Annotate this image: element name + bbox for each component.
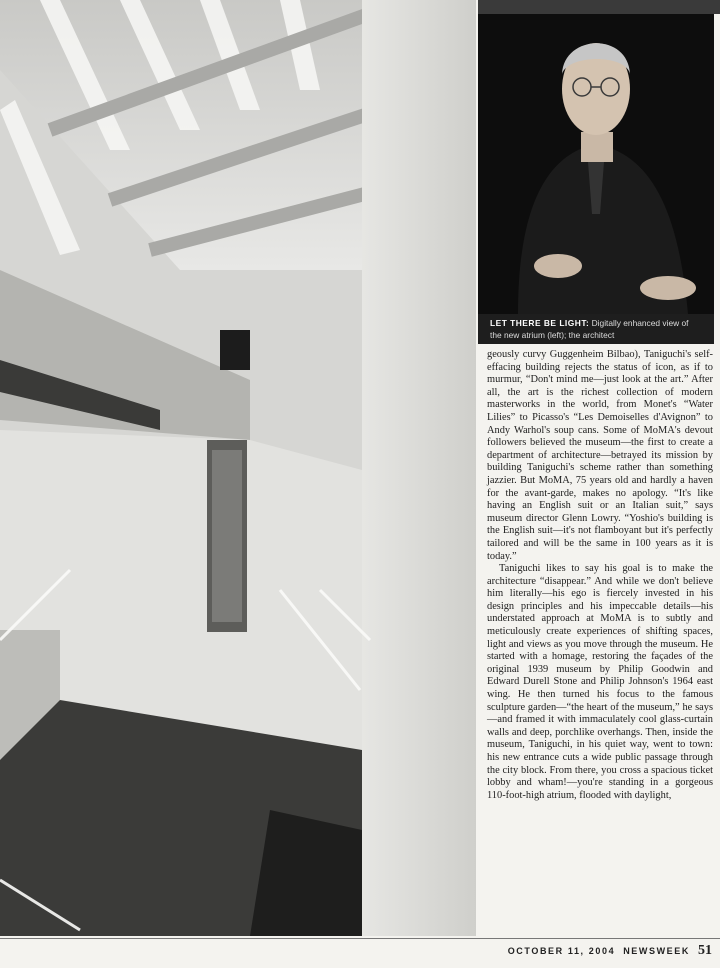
photo-caption [478, 314, 714, 344]
article-paragraph-1: geously curvy Guggenheim Bilbao), Taniguchi's self-effacing building rejects the status of icon, as if to murmur, “Don't mind me—just look at the art.” After all, the art is the richest collection of modern masterworks in the world, from Monet's “Water Lilies” to Picasso's “Les Demoiselles d'Avignon” to Andy Warhol's soup cans. Some of MoMA's devout followers believed the museum—the first to create a department of architecture—betrayed its mission by building Taniguchi's scheme rather than something jazzier. But MoMA, 75 years old and hardly a haven for the avant-garde, makes no apology. “It's like having an English suit or an Italian suit,” says museum director Glenn Lowry. “Yoshio's building is the English suit—it's not flamboyant but it's perfectly tailored and will be the same in 100 years as it is today.” [487, 349, 713, 562]
page-footer [508, 943, 712, 959]
page-number: 51 [698, 943, 712, 958]
footer-rule [0, 938, 720, 939]
publication-name: NEWSWEEK [623, 946, 690, 956]
caption-label: LET THERE BE LIGHT: [490, 318, 590, 328]
caption-text: Digitally enhanced view of the new atrium (left); the architect [490, 318, 689, 340]
portrait-top-bar [478, 0, 720, 14]
article-body [487, 349, 713, 933]
article-paragraph-2: Taniguchi likes to say his goal is to make the architecture “disappear.” And while we don't believe him literally—his ego is fiercely invested in his design principles and his impeccable details—his understated approach at MoMA is to subtly and meticulously create experiences of shifting spaces, light and views as you move through the museum. He started with a homage, restoring the façades of the original 1939 museum by Philip Goodwin and Edward Durell Stone and Philip Johnson's 1964 east wing. He then turned his focus to the famous sculpture garden—“the heart of the museum,” he says—and framed it with immaculately cool glass-curtain walls and deep, porchlike overhangs. Then, inside the museum, Taniguchi, in his quiet way, went to town: his new entrance cuts a wide public passage through the city block. From there, you cross a spacious ticket lobby and wham!—you're standing in a gorgeous 110-foot-high atrium, flooded with daylight, [487, 563, 713, 801]
architect-illustration [478, 14, 714, 314]
architect-portrait [478, 14, 714, 344]
issue-date: OCTOBER 11, 2004 [507, 946, 616, 956]
